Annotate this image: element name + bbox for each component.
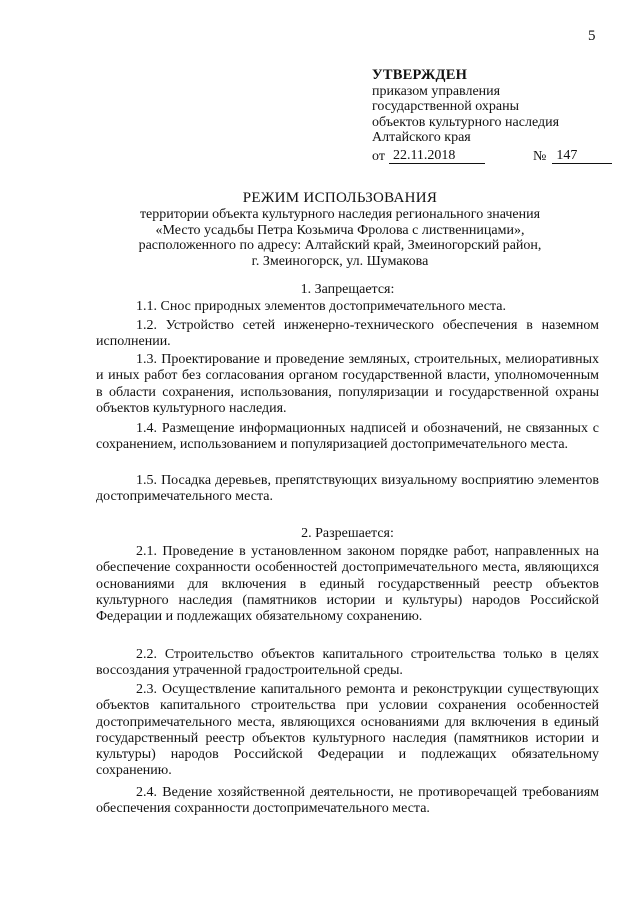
document-subtitle-line: г. Змеиногорск, ул. Шумакова [251,253,429,269]
clause-2-2: 2.2. Строительство объектов капитального строительства только в целях воссоздания утраченной градостроительной среды. [96,647,599,679]
clause-1-4: 1.4. Размещение информационных надписей и обозначений, не связанных с сохранением, использованием и популяризацией достопримечательного места. [96,421,599,453]
clause-1-5: 1.5. Посадка деревьев, препятствующих визуальному восприятию элементов достопримечательного места. [96,473,599,505]
approval-stamp [372,68,612,164]
clause-2-4: 2.4. Ведение хозяйственной деятельности, не противоречащей требованиям обеспечения сохранности достопримечательного места. [96,785,599,817]
approval-date-row [372,148,612,165]
date-value: 22.11.2018 [389,148,485,165]
approval-line: приказом управления [372,83,501,99]
section-heading-permitted: 2. Разрешается: [301,526,394,541]
document-subtitle-line: «Место усадьбы Петра Козьмича Фролова с лиственницами», [155,222,525,238]
document-title: РЕЖИМ ИСПОЛЬЗОВАНИЯ [242,190,438,206]
number-value: 147 [552,148,612,165]
clause-1-2: 1.2. Устройство сетей инженерно-технического обеспечения в наземном исполнении. [96,318,599,350]
approval-line: объектов культурного наследия [372,114,560,130]
date-label: от [372,148,385,164]
approval-line: Алтайского края [372,130,471,145]
document-subtitle-line: расположенного по адресу: Алтайский край, Змеиногорский район, [138,238,542,253]
section-heading-prohibited: 1. Запрещается: [300,282,395,297]
approval-heading: УТВЕРЖДЕН [372,67,468,83]
clause-1-1: 1.1. Снос природных элементов достопримечательного места. [136,299,507,314]
clause-2-1: 2.1. Проведение в установленном законом порядке работ, направленных на обеспечение сохранности особенностей достопримечательного места, являющихся основаниями для включения в единый государственный реестр объектов культурного наследия (памятников истории и культуры) народов Российской Федерации и подлежащих обязательному сохранению. [96,544,599,625]
document-subtitle-line: территории объекта культурного наследия регионального значения [139,207,541,222]
page-number: 5 [588,28,596,44]
number-label: № [533,148,547,164]
document-title-block [70,190,610,269]
clause-1-3: 1.3. Проектирование и проведение земляных, строительных, мелиоративных и иных работ без согласования органом государственной власти, уполномоченным в области сохранения, использования, популяризации и государственной охраны объектов культурного наследия. [96,352,599,416]
clause-2-3: 2.3. Осуществление капитального ремонта и реконструкции существующих объектов капитального строительства при условии сохранения особенностей достопримечательного места, являющихся основаниями для включения в единый государственный реестр объектов культурного наследия (памятников истории и культуры) народов Российской Федерации и подлежащих обязательному сохранению. [96,682,599,779]
approval-line: государственной охраны [372,99,520,114]
